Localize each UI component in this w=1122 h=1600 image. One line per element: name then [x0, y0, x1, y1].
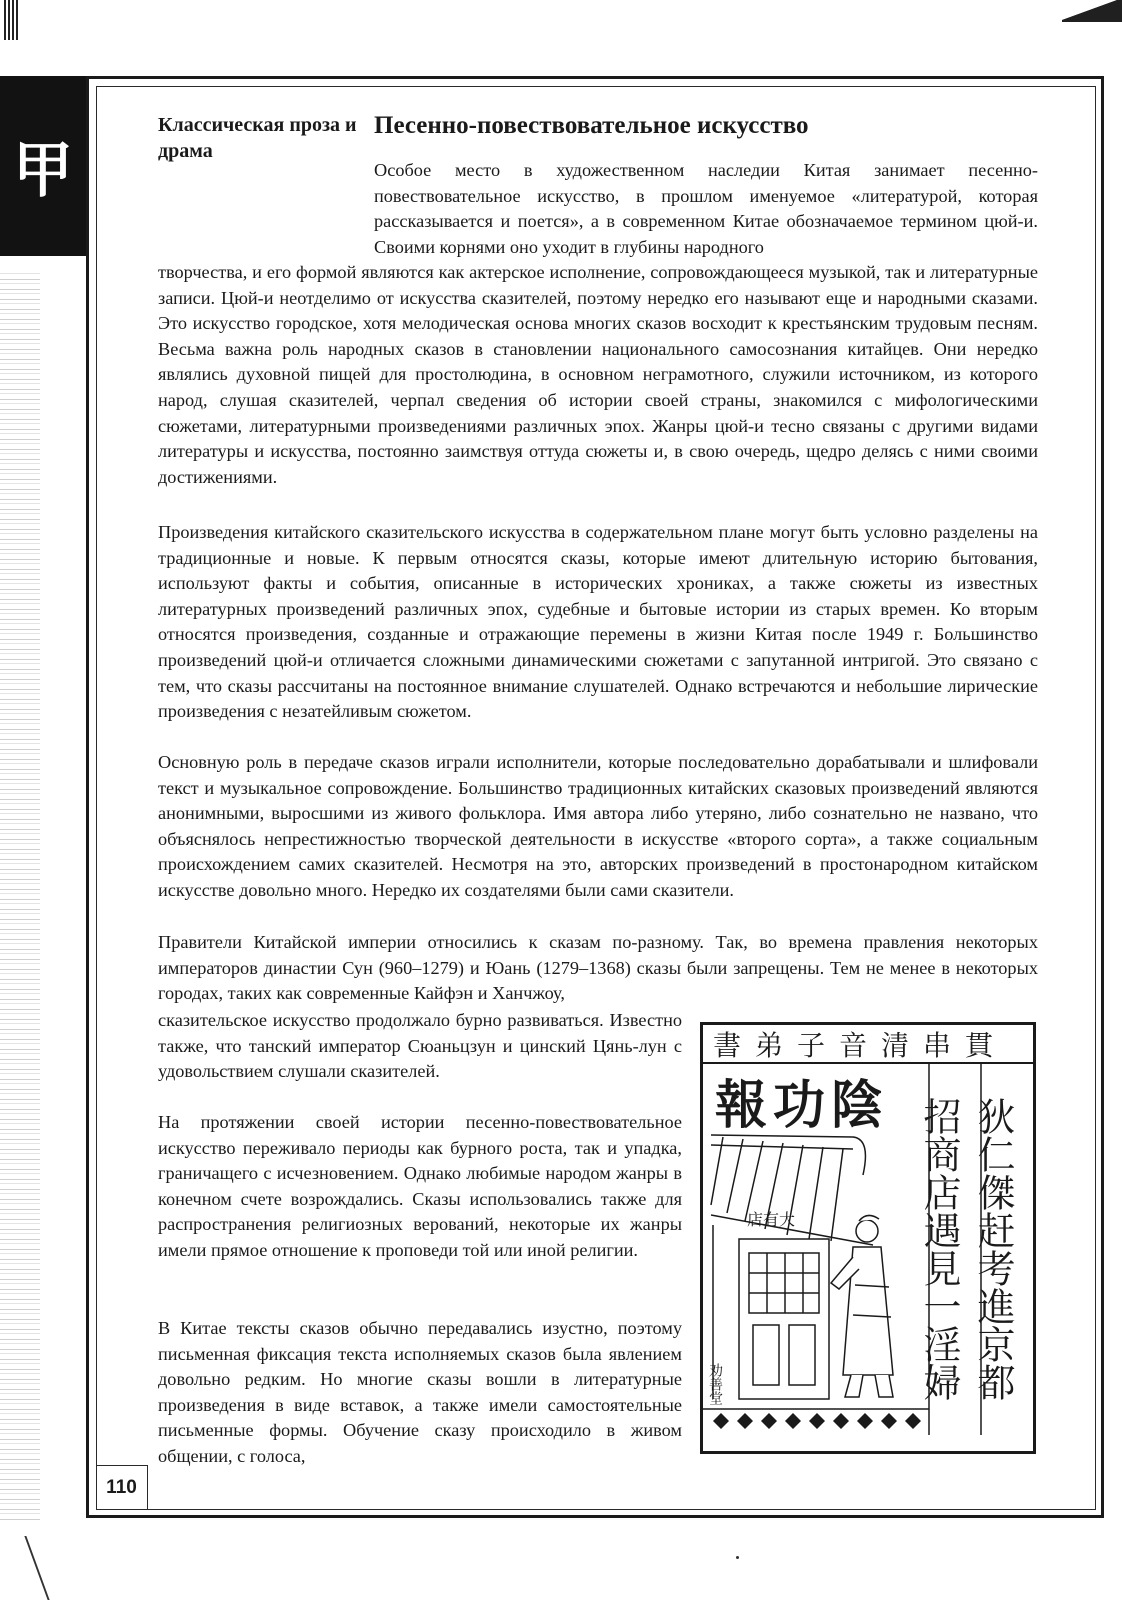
- paragraph-6: В Китае тексты сказов обычно передавались изустно, поэтому письменная фиксация текста исполняемых сказов была явлением довольно редким. Но многие сказы вошли в литературные произведения в виде вставок, а также имели самостоятельные письменные формы. Обучение сказу происходило в живом общении, с голоса,: [158, 1318, 682, 1466]
- scan-speck: [736, 1556, 739, 1559]
- illustration-top-row: 書弟子音清串貫: [713, 1029, 1008, 1062]
- page-number: 110: [96, 1465, 148, 1510]
- illustration-stamp: 劝善堂: [707, 1363, 723, 1405]
- woodblock-illustration: [700, 1022, 1036, 1454]
- chapter-tab: [0, 76, 86, 256]
- scan-edge-noise: [0, 270, 40, 1520]
- section-label: Классическая проза и драма: [158, 114, 357, 162]
- paragraph-4-top: Правители Китайской империи относились к сказам по-разному. Так, во времена правления некоторых императоров династии Сун (960–1279) и Юань (1279–1368) сказы были запрещены. Тем не менее в некоторых городах, таких как современные Кайфэн и Ханчжоу,: [158, 932, 1038, 1004]
- page-title: Песенно-повествовательное искусство: [374, 112, 809, 139]
- woodblock-print-svg: [703, 1025, 1033, 1451]
- paragraph-1-rest: творчества, и его формой являются как актерское исполнение, сопровождающееся музыкой, так и литературные записи. Цюй-и неотделимо от искусства сказителей, поэтому нередко его называют еще и народными сказами. Это искусство городское, хотя мелодическая основа многих сказов восходит к крестьянским трудовым песням. Весьма важна роль народных сказов в становлении национального самосознания китайцев. Они нередко являлись духовной пищей для простолюдина, в основном неграмотного, служили источником, из которого народ, слушая сказителей, черпал сведения об истории своей страны, знакомился с мифологическими сюжетами, литературными произведениями различных эпох. Жанры цюй-и тесно связаны с другими видами литературы и искусства, постоянно заимствуя оттуда сюжеты и, в свою очередь, щедро делясь с ними своими достижениями.: [158, 262, 1038, 487]
- illustration-banner: 報功陰: [715, 1076, 890, 1136]
- paragraph-4-rest: сказительское искусство продолжало бурно развиваться. Известно также, что танский император Сюаньцзун и цинский Цянь-лун с удовольствием слушали сказителей.: [158, 1010, 682, 1082]
- chapter-tab-glyph: 甲: [13, 136, 73, 206]
- illustration-right-column-1: 狄仁傑赶考進京都: [971, 1097, 1015, 1401]
- paragraph-1-top: Особое место в художественном наследии Китая занимает песенно-повествовательное искусство, в прошлом именуемое «литературой, которая рассказывается и поется», а в современном Китае обозначаемое термином цюй-и. Своими корнями оно уходит в глубины народного: [374, 160, 1038, 257]
- paragraph-5: На протяжении своей истории песенно-повествовательное искусство переживало периоды как бурного роста, так и упадка, граничащего с исчезновением. Однако любимые народом жанры в конечном счете возрождались. Сказы использовались также для распространения религиозных верований, некоторые их жанры имели прямое отношение к проповеди той или иной религии.: [158, 1112, 682, 1260]
- diamond-border-strip: [713, 1413, 921, 1429]
- scan-edge-curve: [24, 1536, 61, 1600]
- illustration-right-column-2: 招商店遇見一淫婦: [917, 1097, 961, 1401]
- shop-front-drawing: [713, 1225, 829, 1399]
- paragraph-3: Основную роль в передаче сказов играли исполнители, которые последовательно дорабатывали и шлифовали текст и музыкальное сопровождение. Большинство традиционных китайских сказовых произведений являются анонимными, выросшими из живого фольклора. Имя автора либо утеряно, либо сознательно не названо, что объяснялось непрестижностью творческой деятельности в искусстве «второго сорта», а также социальным происхождением самих сказителей. Несмотря на это, авторских произведений в простонародном китайском искусстве довольно много. Нередко их создателями были сами сказители.: [158, 752, 1038, 900]
- scan-edge-mark: [4, 0, 18, 40]
- shop-sign: 店有大: [747, 1210, 796, 1229]
- paragraph-2: Произведения китайского сказительского искусства в содержательном плане могут быть условно разделены на традиционные и новые. К первым относятся сказы, которые имеют длительную историю бытования, используют факты и события, описанные в исторических хрониках, а также сюжеты из известных литературных произведений различных эпох, судебные и бытовые истории из старых времен. Ко вторым относятся произведения, созданные и отражающие перемены в жизни Китая после 1949 г. Большинство произведений цюй-и отличается сложными динамическими сюжетами с запутанной интригой. Это связано с тем, что сказы рассчитаны на постоянное внимание слушателей. Однако встречаются и небольшие лирические произведения с незатейливым сюжетом.: [158, 522, 1038, 722]
- scan-corner-mark: [1062, 0, 1122, 22]
